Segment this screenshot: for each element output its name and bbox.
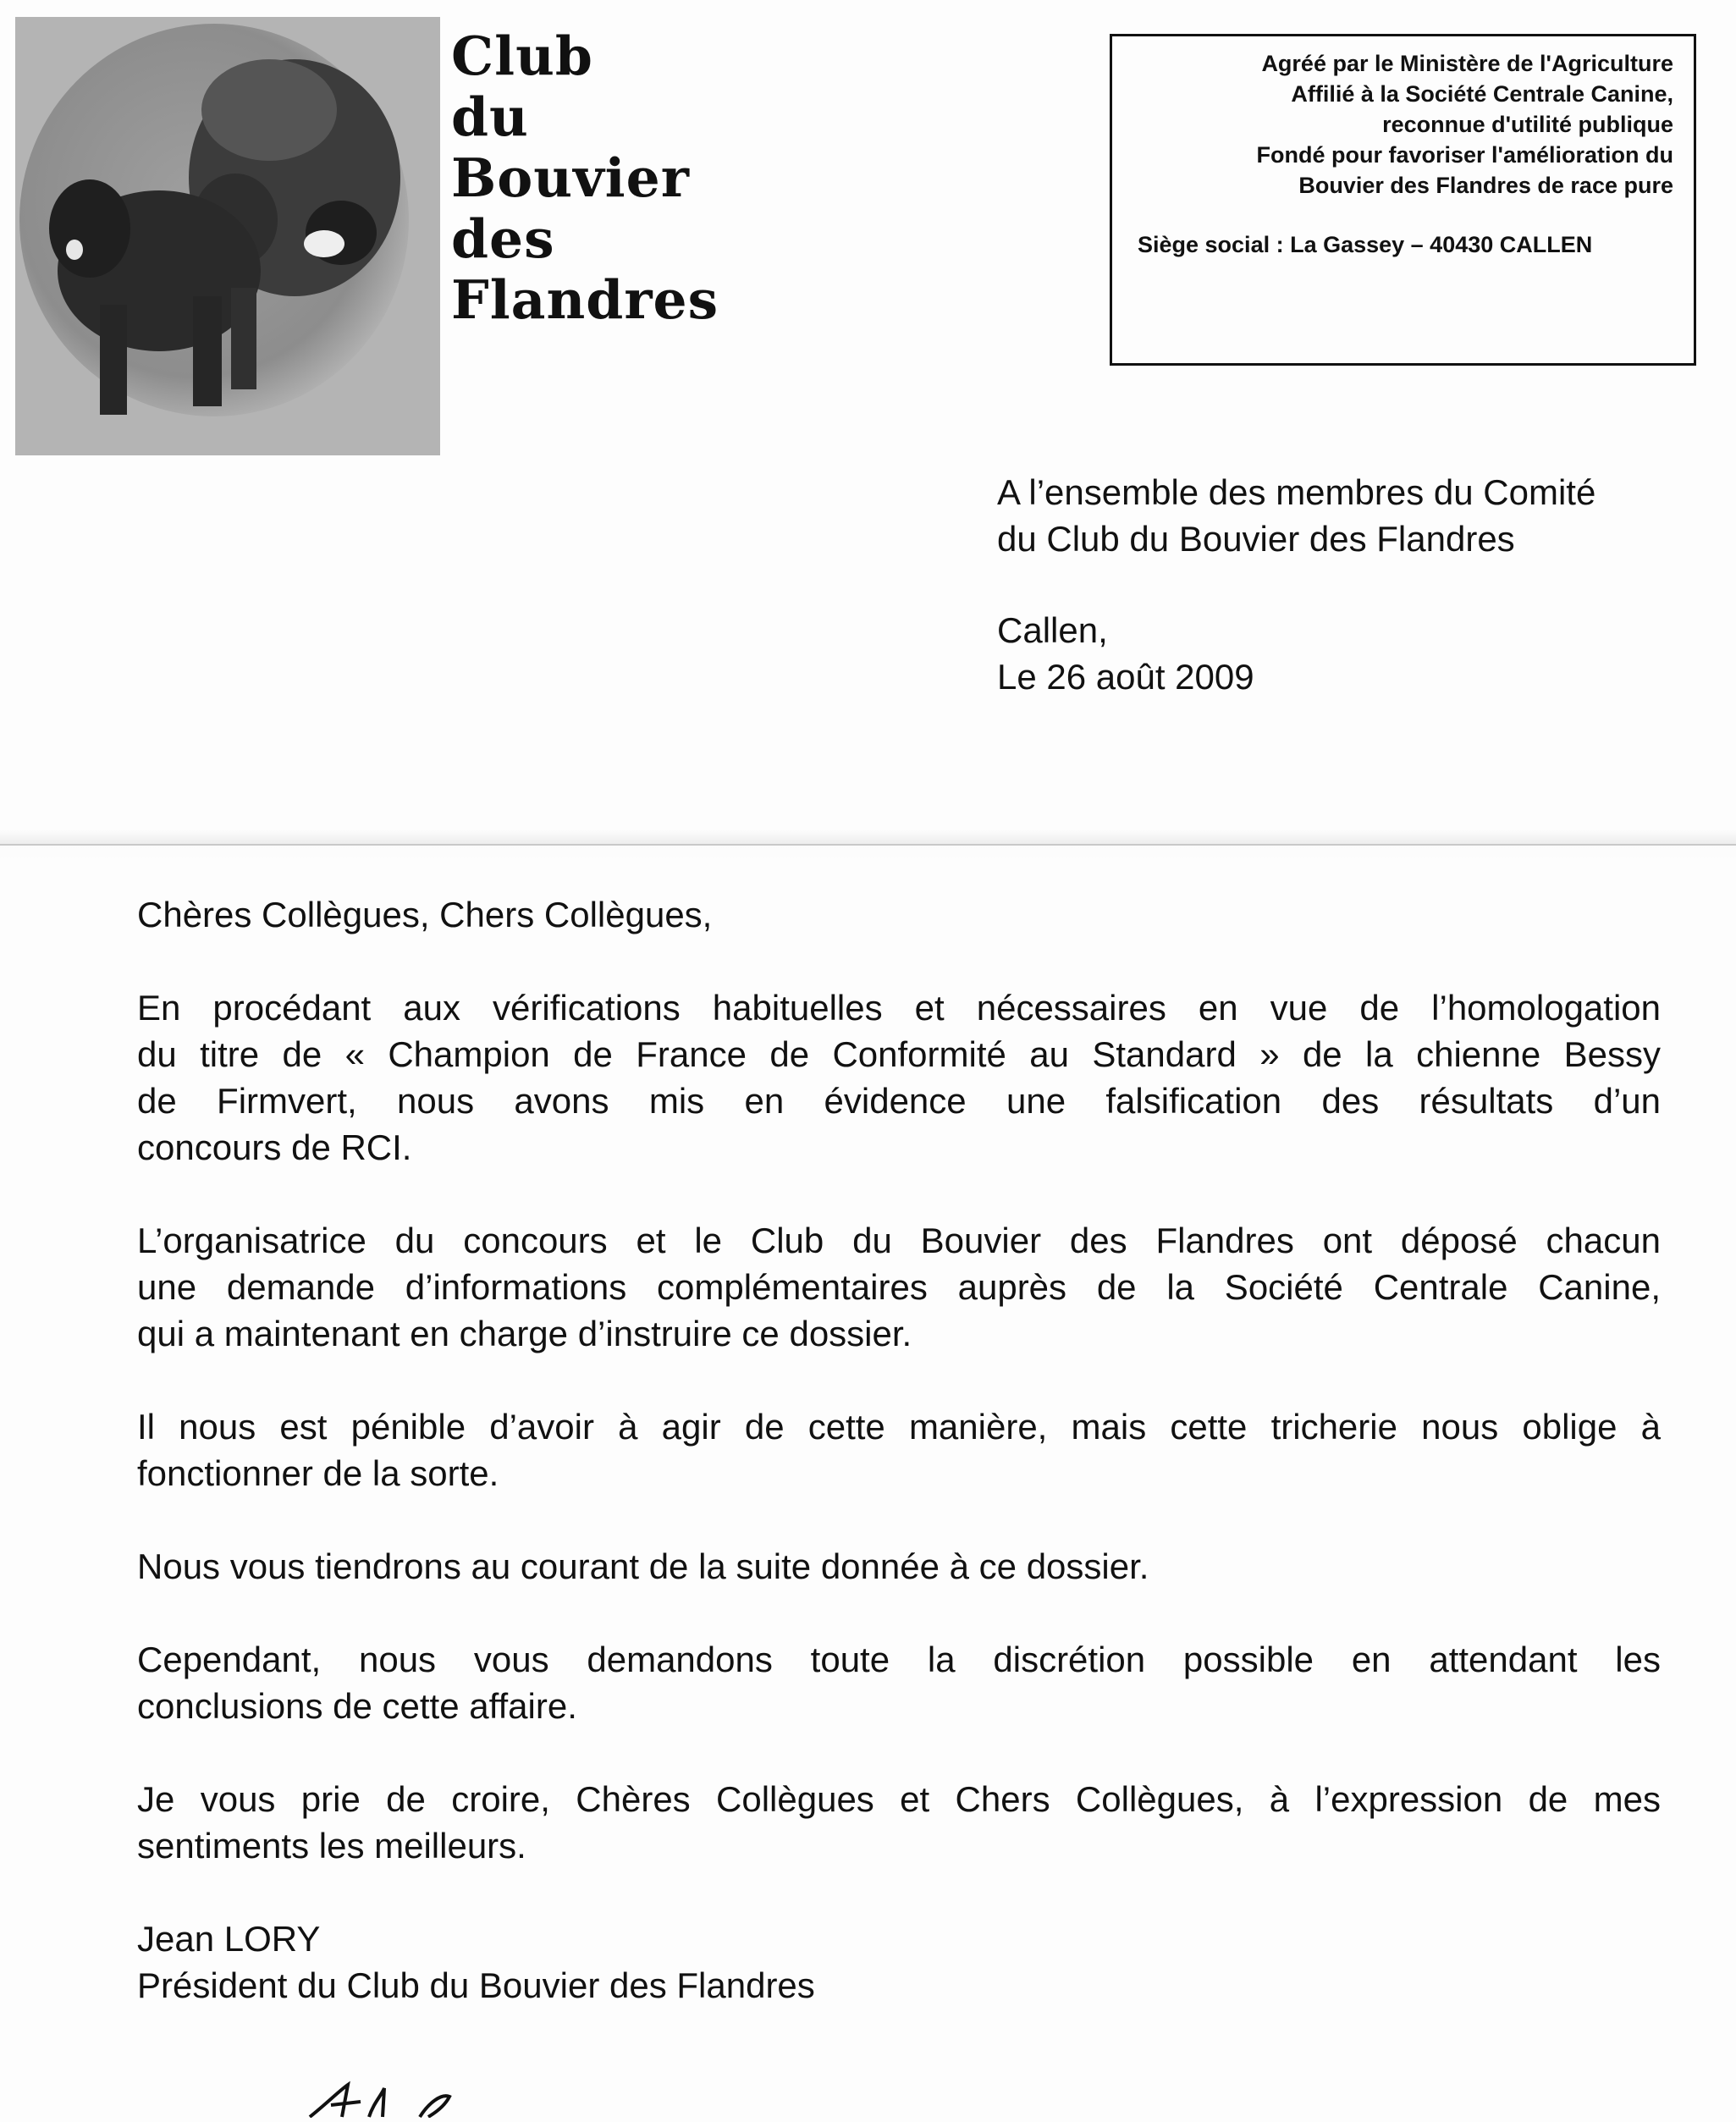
accreditation-lines [1257,48,1674,201]
club-name-line: Club [451,25,593,87]
paragraph-4: Nous vous tiendrons au courant de la suite donnée à ce dossier. [137,1546,1149,1586]
bouvier-dogs-icon [15,17,440,455]
paragraph-line: sentiments les meilleurs. [137,1826,526,1866]
accreditation-line: Fondé pour favoriser l'amélioration du [1256,142,1673,168]
paragraph-line: L’organisatrice du concours et le Club du Bouvier des Flandres ont déposé chacun [137,1221,1661,1260]
club-name-line: Flandres [451,268,719,331]
paragraph-line: une demande d’informations complémentaires auprès de la Société Centrale Canine, [137,1267,1661,1307]
accreditation-line: Affilié à la Société Centrale Canine, [1291,81,1673,107]
paragraph-line: fonctionner de la sorte. [137,1453,499,1493]
paragraph-1 [137,984,1661,1171]
signatory-name: Jean LORY [137,1919,321,1959]
handwritten-signature-icon [301,2078,640,2122]
salutation: Chères Collègues, Chers Collègues, [137,895,713,934]
signatory-block [137,1915,1661,2009]
recipient-line: A l’ensemble des membres du Comité [997,472,1596,512]
paragraph-3 [137,1403,1661,1496]
place-date-block [997,607,1254,700]
paragraph-line: concours de RCI. [137,1127,412,1167]
club-name-line: Bouvier [451,146,690,209]
paragraph-2 [137,1217,1661,1357]
paragraph-line: Je vous prie de croire, Chères Collègues et Chers Collègues, à l’expression de mes [137,1779,1661,1819]
club-name-line: des [451,207,555,270]
accreditation-line: Bouvier des Flandres de race pure [1298,173,1673,198]
paragraph-line: du titre de « Champion de France de Conformité au Standard » de la chienne Bessy [137,1034,1661,1074]
accreditation-box [1110,34,1696,366]
club-name-title [451,25,719,330]
paper-fold-line [0,830,1736,860]
place: Callen, [997,610,1108,650]
accreditation-line: reconnue d'utilité publique [1382,112,1673,137]
signatory-title: Président du Club du Bouvier des Flandres [137,1965,815,2005]
registered-office: Siège social : La Gassey – 40430 CALLEN [1138,232,1593,257]
accreditation-line: Agréé par le Ministère de l'Agriculture [1261,51,1673,76]
paragraph-5 [137,1636,1661,1729]
paragraph-line: Cependant, nous vous demandons toute la discrétion possible en attendant les [137,1640,1661,1679]
recipient-block [997,469,1595,562]
paragraph-line: conclusions de cette affaire. [137,1686,577,1726]
paragraph-6 [137,1776,1661,1869]
paragraph-line: En procédant aux vérifications habituelles et nécessaires en vue de l’homologation [137,988,1661,1028]
recipient-line: du Club du Bouvier des Flandres [997,519,1515,559]
paragraph-line: qui a maintenant en charge d’instruire ce dossier. [137,1314,912,1353]
club-logo-photo [15,17,440,455]
paragraph-line: Il nous est pénible d’avoir à agir de cette manière, mais cette tricherie nous oblige à [137,1407,1661,1447]
paragraph-line: de Firmvert, nous avons mis en évidence une falsification des résultats d’un [137,1081,1661,1121]
letter-date: Le 26 août 2009 [997,657,1254,697]
club-name-line: du [451,85,529,148]
